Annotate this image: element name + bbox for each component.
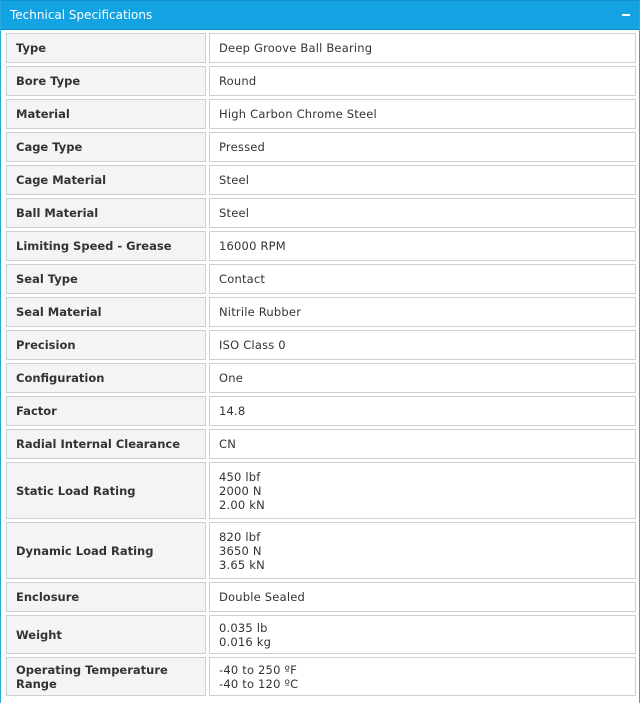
- spec-value: [209, 231, 636, 261]
- spec-value-line: ISO Class 0: [219, 338, 286, 352]
- spec-value-line: Contact: [219, 272, 266, 286]
- spec-value: [209, 99, 636, 129]
- spec-value: [209, 522, 636, 579]
- spec-label: Ball Material: [6, 198, 206, 228]
- spec-row: [6, 198, 636, 228]
- spec-value-line: High Carbon Chrome Steel: [219, 107, 377, 121]
- spec-label: Enclosure: [6, 582, 206, 612]
- spec-value: [209, 33, 636, 63]
- spec-value: [209, 462, 636, 519]
- spec-value: [209, 132, 636, 162]
- spec-row: [6, 396, 636, 426]
- spec-table: [3, 30, 639, 699]
- spec-row: [6, 657, 636, 696]
- spec-row: [6, 99, 636, 129]
- spec-label: Dynamic Load Rating: [6, 522, 206, 579]
- spec-label: Bore Type: [6, 66, 206, 96]
- spec-value: [209, 165, 636, 195]
- spec-value: [209, 429, 636, 459]
- spec-label: Material: [6, 99, 206, 129]
- spec-label: Seal Material: [6, 297, 206, 327]
- spec-label: Precision: [6, 330, 206, 360]
- spec-value-line: Deep Groove Ball Bearing: [219, 41, 373, 55]
- spec-value-line: 0.035 lb: [219, 620, 268, 635]
- panel-header[interactable]: [1, 0, 639, 30]
- minus-icon[interactable]: [621, 10, 631, 20]
- spec-value-line: One: [219, 371, 244, 385]
- spec-row: [6, 165, 636, 195]
- spec-row: [6, 33, 636, 63]
- spec-row: [6, 429, 636, 459]
- spec-row: [6, 330, 636, 360]
- spec-value-line: Steel: [219, 173, 250, 187]
- spec-row: [6, 132, 636, 162]
- spec-value: [209, 330, 636, 360]
- spec-row: [6, 462, 636, 519]
- spec-value-line: 3.65 kN: [219, 557, 265, 572]
- spec-label: Radial Internal Clearance: [6, 429, 206, 459]
- spec-value: [209, 198, 636, 228]
- spec-label: Seal Type: [6, 264, 206, 294]
- spec-value: [209, 363, 636, 393]
- spec-row: [6, 582, 636, 612]
- spec-row: [6, 231, 636, 261]
- spec-label: Cage Material: [6, 165, 206, 195]
- spec-value-line: Round: [219, 74, 257, 88]
- spec-label: Operating Temperature Range: [6, 657, 206, 696]
- spec-row: [6, 363, 636, 393]
- spec-value-line: 820 lbf: [219, 529, 261, 544]
- spec-value: [209, 657, 636, 696]
- spec-value: [209, 396, 636, 426]
- spec-row: [6, 615, 636, 654]
- spec-value: [209, 264, 636, 294]
- spec-value-line: CN: [219, 437, 237, 451]
- spec-value-line: Double Sealed: [219, 590, 305, 604]
- spec-value-line: 0.016 kg: [219, 634, 272, 649]
- spec-value-line: Steel: [219, 206, 250, 220]
- spec-value-line: 2.00 kN: [219, 497, 265, 512]
- spec-value-line: 16000 RPM: [219, 239, 286, 253]
- panel-title: Technical Specifications: [10, 8, 153, 22]
- spec-value: [209, 582, 636, 612]
- spec-label: Configuration: [6, 363, 206, 393]
- spec-value-line: 2000 N: [219, 483, 262, 498]
- spec-value-line: Pressed: [219, 140, 266, 154]
- spec-label: Weight: [6, 615, 206, 654]
- spec-label: Factor: [6, 396, 206, 426]
- spec-value: [209, 297, 636, 327]
- spec-label: Type: [6, 33, 206, 63]
- spec-label: Limiting Speed - Grease: [6, 231, 206, 261]
- spec-value: [209, 615, 636, 654]
- spec-row: [6, 297, 636, 327]
- spec-value-line: 3650 N: [219, 543, 262, 558]
- spec-label: Static Load Rating: [6, 462, 206, 519]
- spec-value-line: 14.8: [219, 404, 246, 418]
- spec-value-line: 450 lbf: [219, 469, 261, 484]
- spec-value-line: -40 to 120 ºC: [219, 676, 299, 691]
- spec-label: Cage Type: [6, 132, 206, 162]
- spec-row: [6, 522, 636, 579]
- spec-value-line: -40 to 250 ºF: [219, 662, 297, 677]
- spec-value-line: Nitrile Rubber: [219, 305, 302, 319]
- spec-row: [6, 264, 636, 294]
- spec-row: [6, 66, 636, 96]
- spec-table-body: [6, 33, 636, 696]
- spec-value: [209, 66, 636, 96]
